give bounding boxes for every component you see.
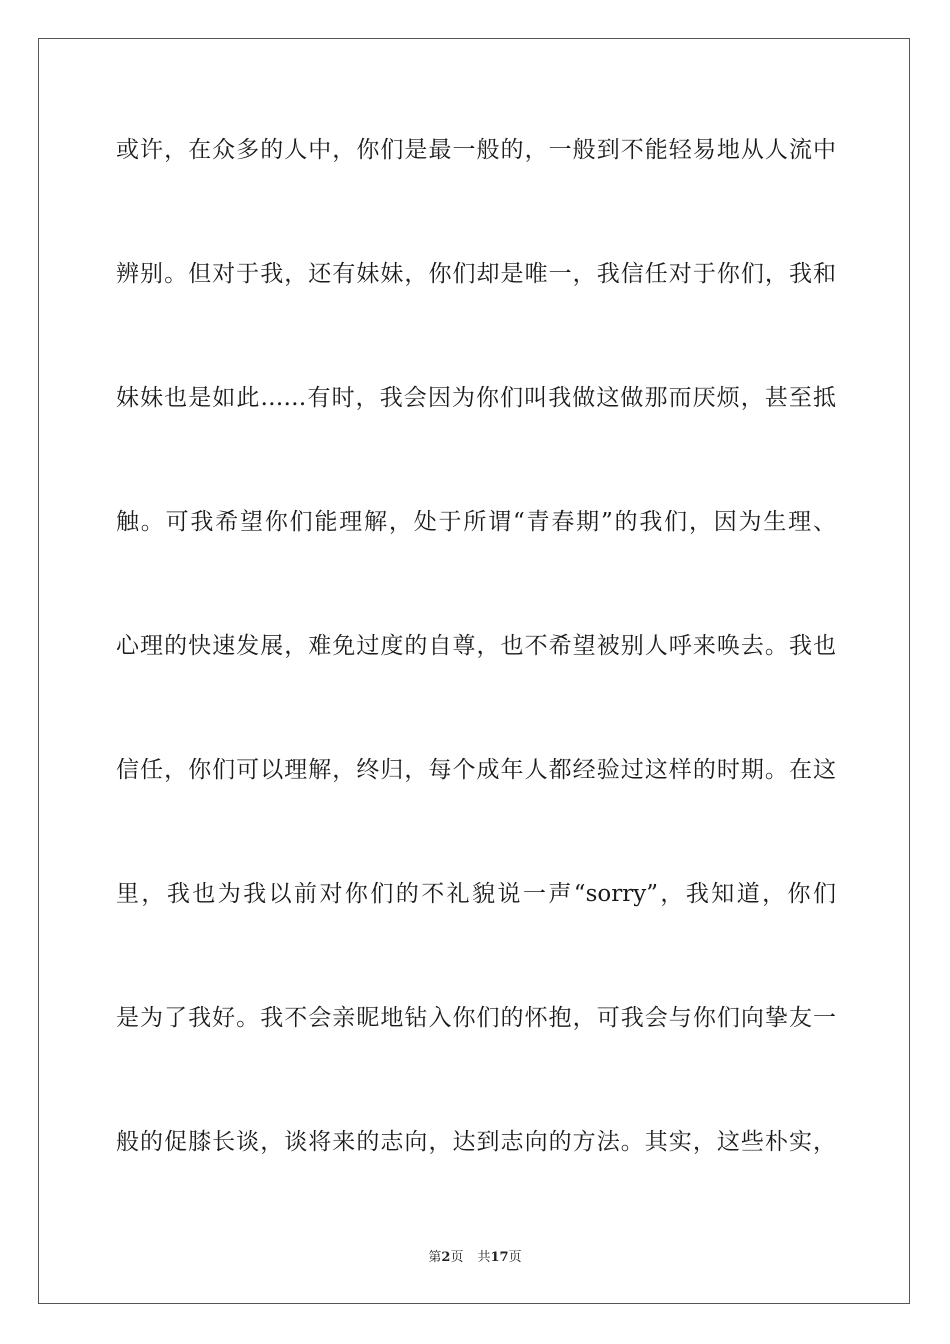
page-footer bbox=[0, 1246, 950, 1265]
total-suffix: 页 bbox=[508, 1250, 522, 1265]
text-line-9: 般的促膝长谈，谈将来的志向，达到志向的方法。其实，这些朴实， bbox=[116, 1129, 836, 1155]
total-pages: 17 bbox=[490, 1250, 509, 1265]
text-line-5: 心理的快速发展，难免过度的自尊，也不希望被别人呼来唤去。我也 bbox=[116, 633, 836, 659]
text-line-7: 里，我也为我以前对你们的不礼貌说一声“sorry”，我知道，你们 bbox=[116, 881, 836, 907]
page-prefix: 第 bbox=[428, 1250, 442, 1265]
text-line-8: 是为了我好。我不会亲昵地钻入你们的怀抱，可我会与你们向挚友一 bbox=[116, 1005, 836, 1031]
text-line-2: 辨别。但对于我，还有妹妹，你们却是唯一，我信任对于你们，我和 bbox=[116, 261, 836, 287]
page-suffix: 页 bbox=[450, 1250, 464, 1265]
page-border bbox=[38, 38, 910, 1304]
text-line-3: 妹妹也是如此……有时，我会因为你们叫我做这做那而厌烦，甚至抵 bbox=[116, 385, 836, 411]
text-line-1: 或许，在众多的人中，你们是最一般的，一般到不能轻易地从人流中 bbox=[116, 137, 836, 163]
text-line-4: 触。可我希望你们能理解，处于所谓“青春期”的我们，因为生理、 bbox=[116, 509, 836, 535]
page-number: 2 bbox=[441, 1250, 451, 1265]
total-prefix: 共 bbox=[477, 1250, 491, 1265]
text-line-6: 信任，你们可以理解，终归，每个成年人都经验过这样的时期。在这 bbox=[116, 757, 836, 783]
